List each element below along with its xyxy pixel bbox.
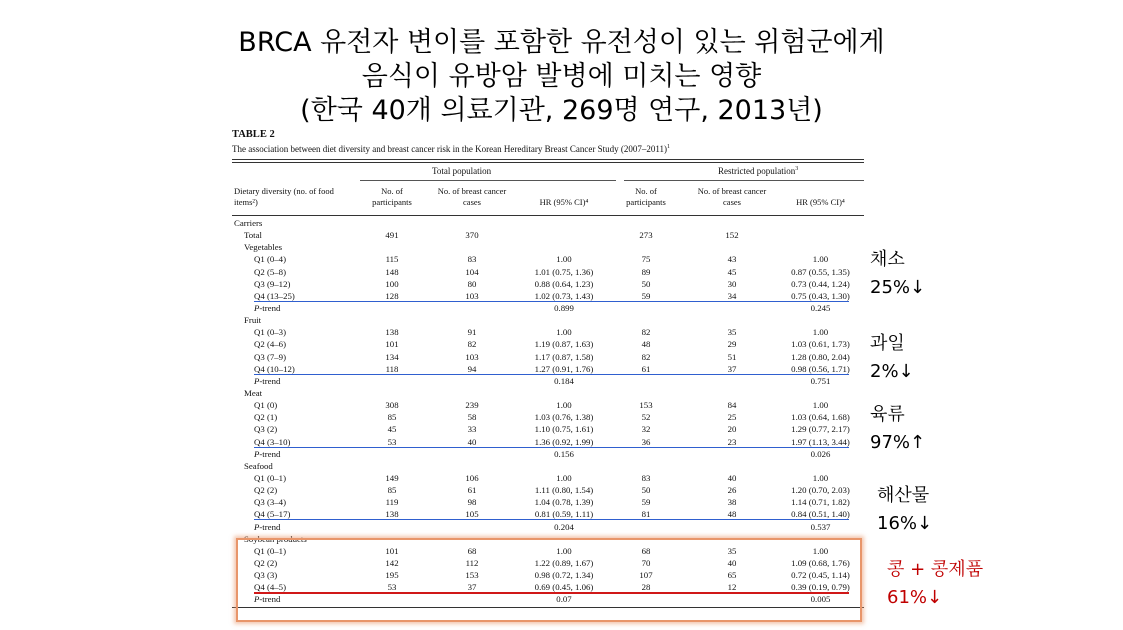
table-cell: 104 <box>465 266 479 277</box>
col-header-hr-total: HR (95% CI)⁴ <box>539 197 589 207</box>
table-cell: 1.10 (0.75, 1.61) <box>534 424 594 435</box>
table-cell: 0.72 (0.45, 1.14) <box>791 570 850 581</box>
table-cell: 35 <box>727 327 737 338</box>
row-label: Q1 (0–1) <box>254 472 287 483</box>
table-cell: 82 <box>641 351 651 362</box>
row-label: Q1 (0–3) <box>254 327 287 338</box>
row-label: Q2 (5–8) <box>254 266 287 277</box>
table-cell: 25 <box>727 412 737 423</box>
table-row <box>232 314 864 326</box>
col-header-participants-total: No. of participants <box>372 186 412 207</box>
table-cell: 0.537 <box>810 521 831 532</box>
table-cell: 370 <box>465 230 479 241</box>
table-cell: 1.00 <box>812 254 829 265</box>
table-cell: 26 <box>727 485 737 496</box>
table-cell: 50 <box>641 278 651 289</box>
table-row <box>232 278 864 290</box>
table-cell: 1.03 (0.64, 1.68) <box>791 412 850 423</box>
table-cell: 106 <box>465 472 479 483</box>
research-table <box>232 128 864 608</box>
table-cell: 85 <box>387 485 397 496</box>
col-header-hr-restricted: HR (95% CI)⁴ <box>796 197 845 207</box>
table-cell: 0.751 <box>810 375 831 386</box>
table-cell: 1.20 (0.70, 2.03) <box>791 485 850 496</box>
table-cell: 0.39 (0.19, 0.79) <box>791 582 850 593</box>
annotation-fruit-label: 과일 <box>870 333 905 354</box>
annotation-meat-change: 97%↑ <box>870 432 926 453</box>
table-cell: 80 <box>467 278 477 289</box>
table-cell: 70 <box>641 557 651 568</box>
slide-title-line-3: (한국 40개 의료기관, 269명 연구, 2013년) <box>300 95 823 126</box>
table-row <box>232 484 864 496</box>
table-cell: 0.73 (0.44, 1.24) <box>791 278 850 289</box>
table-cell: 239 <box>465 400 479 411</box>
table-cell: 153 <box>639 400 653 411</box>
row-label: Q1 (0–1) <box>254 545 287 556</box>
row-label: Q2 (2) <box>254 557 278 568</box>
table-cell: 83 <box>641 472 651 483</box>
table-row <box>232 290 864 302</box>
table-cell: 33 <box>467 424 477 435</box>
table-cell: 81 <box>641 509 651 520</box>
table-row <box>232 363 864 375</box>
table-cell: 58 <box>467 412 477 423</box>
row-label: Q3 (2) <box>254 424 278 435</box>
table-cell: 0.81 (0.59, 1.11) <box>534 509 594 520</box>
table-cell: 51 <box>727 351 737 362</box>
group-header-row <box>232 163 864 181</box>
table-cell: 0.87 (0.55, 1.35) <box>791 266 850 277</box>
annotation-meat-label: 육류 <box>870 404 905 425</box>
table-cell: 101 <box>385 339 399 350</box>
table-cell: 1.36 (0.92, 1.99) <box>534 436 594 447</box>
row-label: Q1 (0–4) <box>254 254 287 265</box>
table-row <box>232 387 864 399</box>
row-label: Q2 (2) <box>254 485 278 496</box>
annotation-seafood-change: 16%↓ <box>877 513 933 534</box>
table-cell: 1.00 <box>812 472 829 483</box>
table-cell: 1.00 <box>812 545 829 556</box>
row-label: P-trend <box>254 521 281 532</box>
annotation-soybean-change: 61%↓ <box>887 587 943 608</box>
table-row <box>232 448 864 460</box>
table-cell: 0.899 <box>554 302 574 313</box>
table-cell: 98 <box>467 497 477 508</box>
annotation-seafood-label: 해산물 <box>877 485 930 506</box>
group-header-mark: 3 <box>795 166 799 172</box>
annotation-fruit-change: 2%↓ <box>870 361 914 382</box>
table-cell: 20 <box>727 424 737 435</box>
table-cell: 65 <box>727 570 737 581</box>
row-label: Q3 (3) <box>254 570 278 581</box>
table-cell: 1.00 <box>812 400 829 411</box>
table-cell: 128 <box>385 290 399 301</box>
table-cell: 61 <box>467 485 477 496</box>
table-cell: 142 <box>385 557 399 568</box>
row-label: Q3 (3–4) <box>254 497 287 508</box>
table-cell: 1.00 <box>556 254 572 265</box>
table-cell: 89 <box>641 266 651 277</box>
table-cell: 1.29 (0.77, 2.17) <box>791 424 850 435</box>
table-cell: 94 <box>467 363 477 374</box>
table-row <box>232 508 864 520</box>
group-header-restricted-text: Restricted population <box>718 166 796 176</box>
table-cell: 40 <box>467 436 477 447</box>
table-cell: 0.156 <box>554 448 574 459</box>
table-cell: 0.184 <box>554 375 574 386</box>
table-cell: 148 <box>385 266 399 277</box>
table-row <box>232 472 864 484</box>
table-cell: 308 <box>385 400 399 411</box>
table-cell: 34 <box>727 290 737 301</box>
table-cell: 37 <box>467 582 477 593</box>
column-header-row <box>232 181 864 215</box>
table-cell: 1.19 (0.87, 1.63) <box>534 339 594 350</box>
table-row <box>232 399 864 411</box>
table-label: TABLE 2 <box>232 129 275 140</box>
table-cell: 0.98 (0.72, 1.34) <box>534 570 594 581</box>
table-cell: 103 <box>465 351 479 362</box>
table-cell: 82 <box>641 327 651 338</box>
table-cell: 68 <box>467 545 477 556</box>
table-cell: 82 <box>467 339 477 350</box>
table-cell: 0.07 <box>556 594 572 605</box>
table-cell: 45 <box>727 266 737 277</box>
row-label: Carriers <box>234 218 263 228</box>
table-cell: 1.01 (0.75, 1.36) <box>534 266 594 277</box>
table-cell: 1.00 <box>556 545 572 556</box>
table-cell: 0.88 (0.64, 1.23) <box>534 278 594 289</box>
table-cell: 38 <box>727 497 737 508</box>
row-label: Q2 (4–6) <box>254 339 287 350</box>
table-cell: 153 <box>465 570 479 581</box>
table-cell: 195 <box>385 570 399 581</box>
row-label: Q3 (9–12) <box>254 278 291 289</box>
table-cell: 118 <box>385 363 399 374</box>
table-cell: 103 <box>465 290 479 301</box>
table-row <box>232 496 864 508</box>
table-row <box>232 253 864 265</box>
table-cell: 0.204 <box>554 521 574 532</box>
row-label: Seafood <box>244 460 273 471</box>
table-row <box>232 521 864 533</box>
table-cell: 1.17 (0.87, 1.58) <box>534 351 594 362</box>
annotation-meat <box>870 401 925 457</box>
table-row <box>232 375 864 387</box>
table-row <box>232 423 864 435</box>
col-header-participants-restricted: No. of participants <box>626 186 666 207</box>
table-cell: 12 <box>727 582 737 593</box>
table-caption <box>232 141 864 156</box>
table-cell: 101 <box>385 545 399 556</box>
table-cell: 28 <box>641 582 651 593</box>
table-row <box>232 351 864 363</box>
table-cell: 53 <box>387 436 397 447</box>
table-cell: 152 <box>725 230 739 241</box>
col-header-cases-restricted: No. of breast cancer cases <box>697 186 767 207</box>
table-cell: 75 <box>641 254 651 265</box>
table-caption-mark: 1 <box>667 144 671 150</box>
row-label: P-trend <box>254 448 281 459</box>
row-label: Q4 (3–10) <box>254 436 291 447</box>
annotation-vegetables-label: 채소 <box>870 249 905 270</box>
table-cell: 138 <box>385 509 399 520</box>
table-cell: 29 <box>727 339 737 350</box>
table-row <box>232 302 864 314</box>
table-cell: 61 <box>641 363 651 374</box>
table-row <box>232 326 864 338</box>
row-label: P-trend <box>254 302 281 313</box>
table-cell: 84 <box>727 400 737 411</box>
annotation-seafood <box>877 482 932 538</box>
table-cell: 1.00 <box>556 400 572 411</box>
col-header-diversity: Dietary diversity (no. of food items²) <box>234 186 334 207</box>
table-cell: 1.00 <box>556 472 572 483</box>
table-cell: 59 <box>641 497 651 508</box>
row-label: Q4 (5–17) <box>254 509 291 520</box>
table-cell: 50 <box>641 485 651 496</box>
table-cell: 36 <box>641 436 651 447</box>
table-cell: 1.09 (0.68, 1.76) <box>791 557 850 568</box>
table-cell: 40 <box>727 472 737 483</box>
slide-title-line-2: 음식이 유방암 발병에 미치는 영향 <box>361 61 762 92</box>
table-cell: 91 <box>467 327 477 338</box>
table-cell: 23 <box>727 436 737 447</box>
annotation-vegetables <box>870 246 925 302</box>
table-row <box>232 460 864 472</box>
table-row <box>232 229 864 241</box>
table-cell: 32 <box>641 424 651 435</box>
table-cell: 0.69 (0.45, 1.06) <box>534 582 594 593</box>
table-cell: 105 <box>465 509 479 520</box>
table-cell: 1.02 (0.73, 1.43) <box>534 290 594 301</box>
table-cell: 0.84 (0.51, 1.40) <box>791 509 850 520</box>
table-cell: 30 <box>727 278 737 289</box>
table-row <box>232 411 864 423</box>
table-cell: 48 <box>727 509 737 520</box>
slide-title-line-1: BRCA 유전자 변이를 포함한 유전성이 있는 위험군에게 <box>238 27 885 58</box>
table-cell: 85 <box>387 412 397 423</box>
table-row <box>232 436 864 448</box>
table-cell: 115 <box>385 254 399 265</box>
table-cell: 59 <box>641 290 651 301</box>
table-cell: 1.03 (0.76, 1.38) <box>534 412 594 423</box>
table-cell: 0.245 <box>810 302 831 313</box>
annotation-fruit <box>870 330 914 386</box>
table-cell: 1.28 (0.80, 2.04) <box>791 351 850 362</box>
table-cell: 138 <box>385 327 399 338</box>
table-cell: 0.005 <box>810 594 831 605</box>
row-label: Vegetables <box>244 242 283 253</box>
table-cell: 0.026 <box>810 448 831 459</box>
table-cell: 43 <box>727 254 737 265</box>
table-cell: 491 <box>385 230 399 241</box>
table-cell: 1.00 <box>812 327 829 338</box>
table-cell: 134 <box>385 351 399 362</box>
row-label: Soybean products <box>244 533 307 544</box>
table-cell: 40 <box>727 557 737 568</box>
table-cell: 1.00 <box>556 327 572 338</box>
table-cell: 119 <box>385 497 399 508</box>
row-label: Q3 (7–9) <box>254 351 287 362</box>
group-header-restricted <box>718 166 798 176</box>
row-label: Total <box>244 230 262 241</box>
annotation-soybean <box>887 556 983 612</box>
table-cell: 53 <box>387 582 397 593</box>
table-cell: 1.27 (0.91, 1.76) <box>534 363 594 374</box>
group-header-total: Total population <box>432 166 492 176</box>
table-cell: 68 <box>641 545 651 556</box>
table-cell: 1.04 (0.78, 1.39) <box>534 497 594 508</box>
table-cell: 83 <box>467 254 477 265</box>
row-label: Q4 (13–25) <box>254 290 295 301</box>
row-label: P-trend <box>254 375 281 386</box>
row-label: Meat <box>244 387 263 398</box>
table-cell: 0.98 (0.56, 1.71) <box>791 363 850 374</box>
table-cell: 1.14 (0.71, 1.82) <box>791 497 850 508</box>
annotation-vegetables-change: 25%↓ <box>870 277 926 298</box>
col-header-cases-total: No. of breast cancer cases <box>437 186 507 207</box>
table-cell: 52 <box>641 412 651 423</box>
table-caption-text: The association between diet diversity and breast cancer risk in the Korean Hereditary Breast Cancer Study (2007–2011) <box>232 144 668 154</box>
table-cell: 149 <box>385 472 399 483</box>
table-cell: 112 <box>465 557 479 568</box>
table-row <box>232 217 864 229</box>
row-label: Fruit <box>244 315 262 326</box>
table-cell: 1.03 (0.61, 1.73) <box>791 339 850 350</box>
table-row <box>232 338 864 350</box>
row-label: Q4 (4–5) <box>254 582 287 593</box>
row-label: P-trend <box>254 594 281 605</box>
row-label: Q4 (10–12) <box>254 363 295 374</box>
table-cell: 100 <box>385 278 399 289</box>
table-cell: 0.75 (0.43, 1.30) <box>791 290 850 301</box>
table-cell: 48 <box>641 339 651 350</box>
row-label: Q2 (1) <box>254 412 278 423</box>
table-cell: 45 <box>387 424 397 435</box>
table-cell: 37 <box>727 363 737 374</box>
table-cell: 107 <box>639 570 653 581</box>
row-label: Q1 (0) <box>254 400 278 411</box>
table-cell: 1.22 (0.89, 1.67) <box>534 557 594 568</box>
annotation-soybean-label: 콩 + 콩제품 <box>887 559 984 580</box>
soybean-highlight-box <box>236 538 862 622</box>
table-row <box>232 241 864 253</box>
table-cell: 35 <box>727 545 737 556</box>
table-cell: 1.97 (1.13, 3.44) <box>791 436 850 447</box>
table-cell: 273 <box>639 230 653 241</box>
table-cell: 1.11 (0.80, 1.54) <box>534 485 594 496</box>
table-row <box>232 266 864 278</box>
